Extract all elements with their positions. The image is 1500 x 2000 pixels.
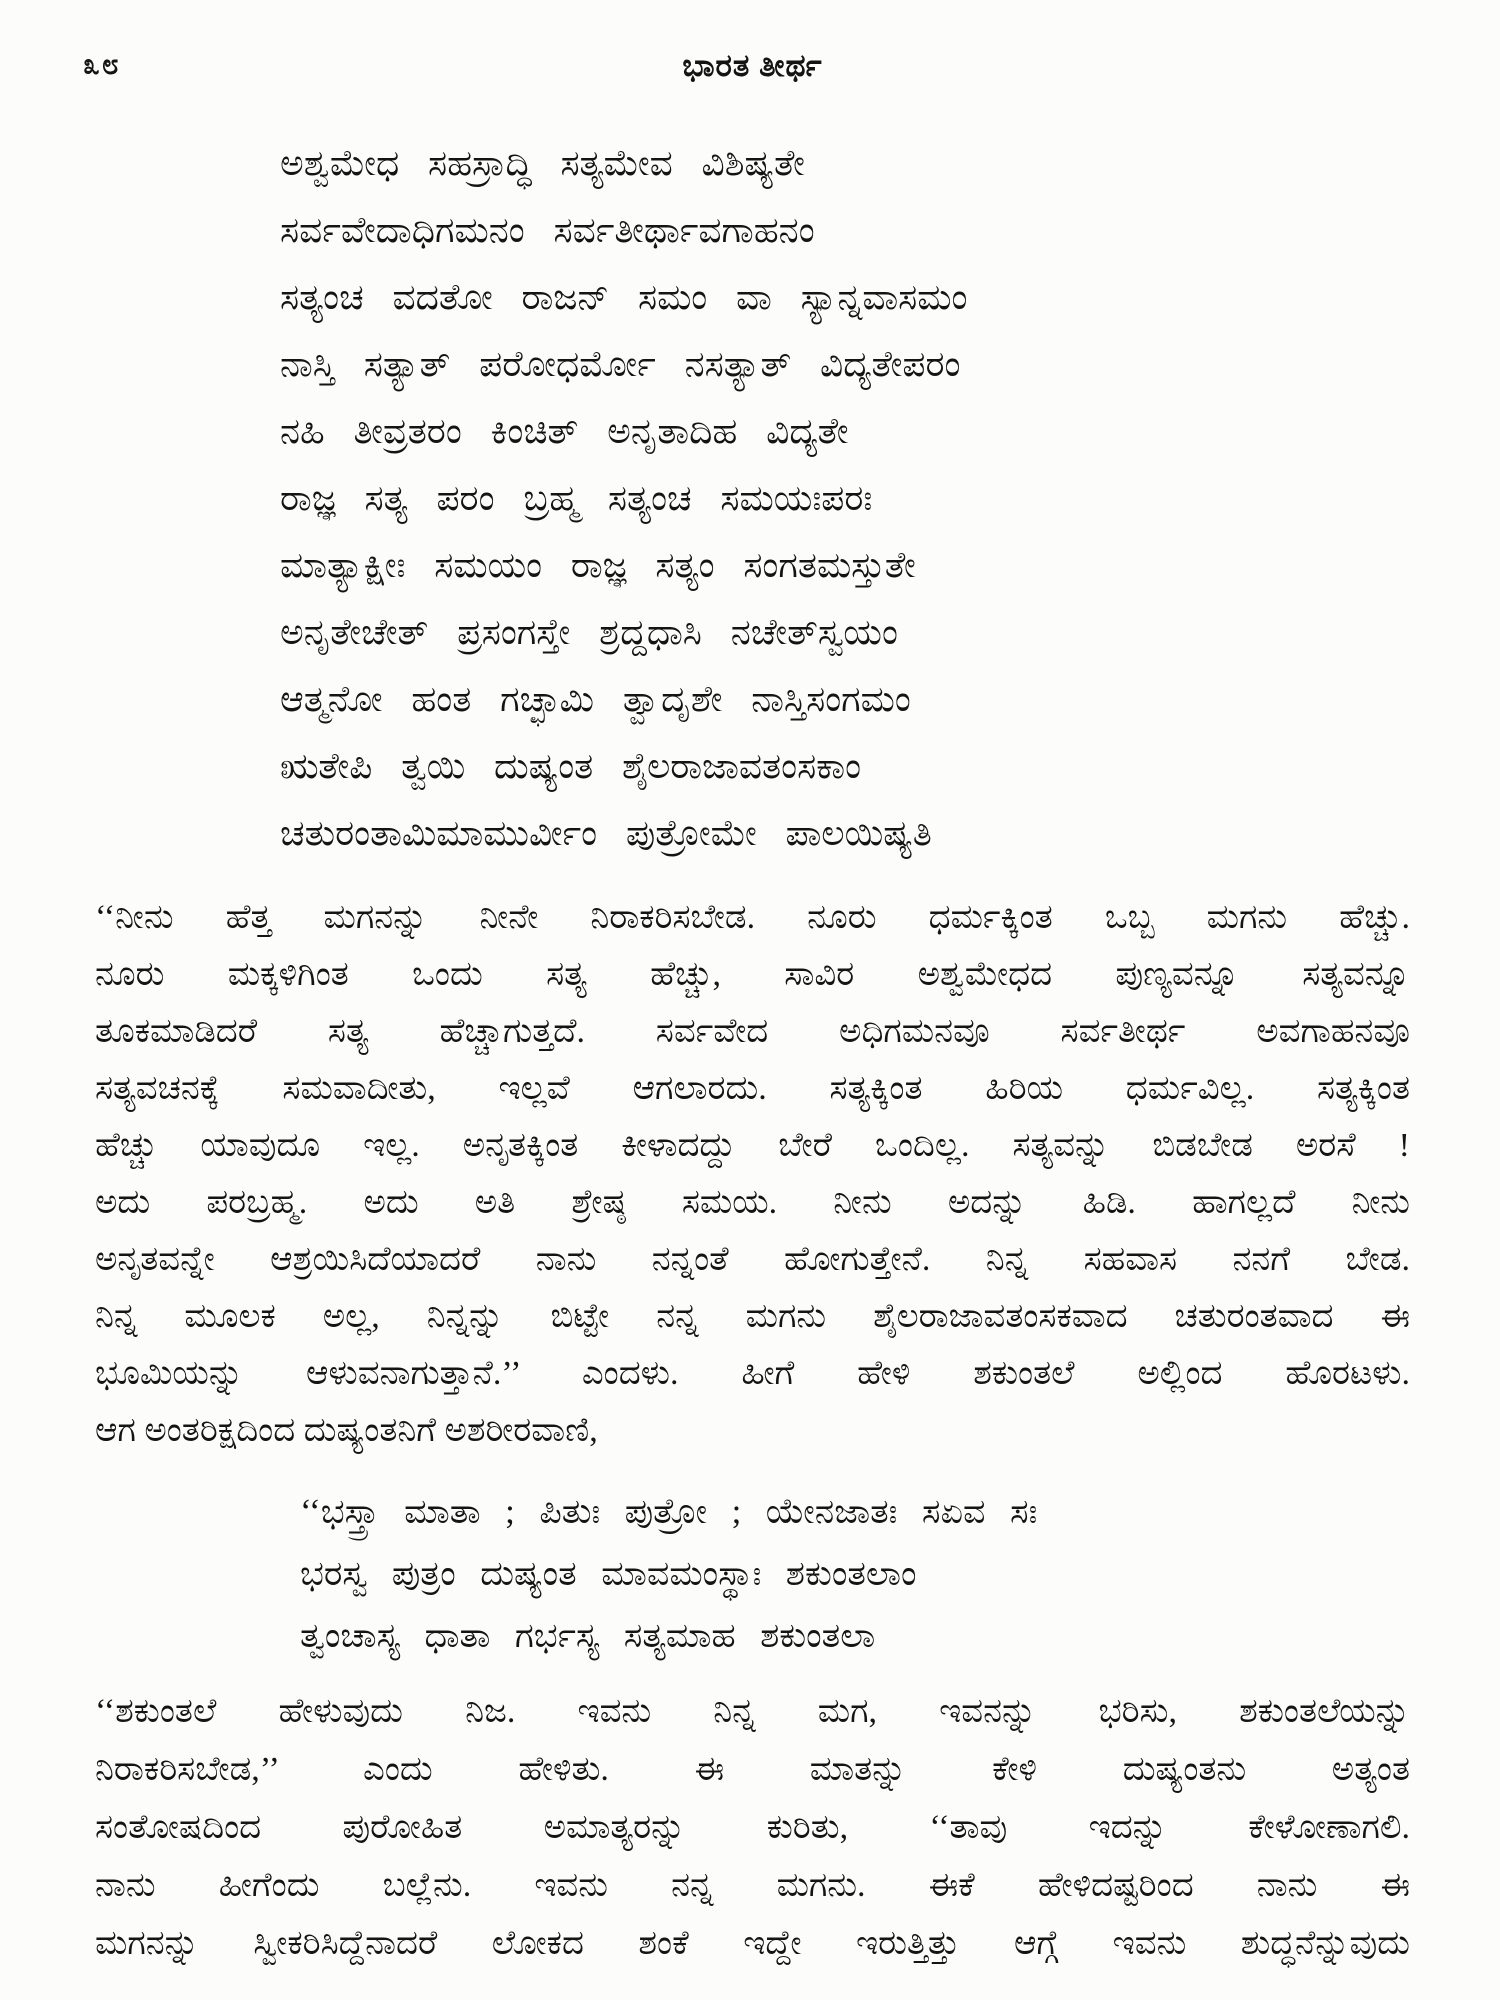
verse-line: ರಾಜ್ಞ ಸತ್ಯ ಪರಂ ಬ್ರಹ್ಮ ಸತ್ಯಂಚ ಸಮಯಃಪರಃ — [280, 478, 873, 518]
body-text-line: ನಿರಾಕರಿಸಬೇಡ,’’ ಎಂದು ಹೇಳಿತು. ಈ ಮಾತನ್ನು ಕೇಳಿ ದುಷ್ಯಂತನು ಅತ್ಯಂತ — [95, 1751, 1410, 1788]
body-text-line: ಆಗ ಅಂತರಿಕ್ಷದಿಂದ ದುಷ್ಯಂತನಿಗೆ ಅಶರೀರವಾಣಿ, — [95, 1412, 598, 1449]
body-text-line: ನೂರು ಮಕ್ಕಳಿಗಿಂತ ಒಂದು ಸತ್ಯ ಹೆಚ್ಚು, ಸಾವಿರ ಅಶ್ವಮೇಧದ ಪುಣ್ಯವನ್ನೂ ಸತ್ಯವನ್ನೂ — [95, 956, 1410, 993]
body-text-line: ಅನೃತವನ್ನೇ ಆಶ್ರಯಿಸಿದೆಯಾದರೆ ನಾನು ನನ್ನಂತೆ ಹೋಗುತ್ತೇನೆ. ನಿನ್ನ ಸಹವಾಸ ನನಗೆ ಬೇಡ. — [95, 1241, 1410, 1278]
verse-line: ಸರ್ವವೇದಾಧಿಗಮನಂ ಸರ್ವತೀರ್ಥಾವಗಾಹನಂ — [280, 210, 815, 250]
body-text-line: ‘‘ಶಕುಂತಲೆ ಹೇಳುವುದು ನಿಜ. ಇವನು ನಿನ್ನ ಮಗ, ಇವನನ್ನು ಭರಿಸು, ಶಕುಂತಲೆಯನ್ನು — [95, 1693, 1410, 1730]
running-header — [83, 48, 1410, 92]
book-title: ಭಾರತ ತೀರ್ಥ — [682, 48, 823, 83]
verse-line: ಅನೃತೇಚೇತ್ ಪ್ರಸಂಗಸ್ತೇ ಶ್ರದ್ದಧಾಸಿ ನಚೇತ್‌ಸ್ವಯಂ — [280, 612, 898, 652]
body-text-line: ತೂಕಮಾಡಿದರೆ ಸತ್ಯ ಹೆಚ್ಚಾಗುತ್ತದೆ. ಸರ್ವವೇದ ಅಧಿಗಮನವೂ ಸರ್ವತೀರ್ಥ ಅವಗಾಹನವೂ — [95, 1013, 1410, 1050]
verse-line: ನಹಿ ತೀವ್ರತರಂ ಕಿಂಚಿತ್ ಅನೃತಾದಿಹ ವಿದ್ಯತೇ — [280, 411, 849, 451]
body-text-line: ಅದು ಪರಬ್ರಹ್ಮ. ಅದು ಅತಿ ಶ್ರೇಷ್ಠ ಸಮಯ. ನೀನು ಅದನ್ನು ಹಿಡಿ. ಹಾಗಲ್ಲದೆ ನೀನು — [95, 1184, 1410, 1221]
verse-line: ಅಶ್ವಮೇಧ ಸಹಸ್ರಾದ್ಧಿ ಸತ್ಯಮೇವ ವಿಶಿಷ್ಯತೇ — [280, 143, 805, 183]
body-text-line: ನಿನ್ನ ಮೂಲಕ ಅಲ್ಲ, ನಿನ್ನನ್ನು ಬಿಟ್ಟೇ ನನ್ನ ಮಗನು ಶೈಲರಾಜಾವತಂಸಕವಾದ ಚತುರಂತವಾದ ಈ — [95, 1298, 1410, 1335]
verse-line: ಭರಸ್ವ ಪುತ್ರಂ ದುಷ್ಯಂತ ಮಾವಮಂಸ್ಥಾಃ ಶಕುಂತಲಾಂ — [300, 1554, 917, 1593]
verse-line: ಋತೇಪಿ ತ್ವಯಿ ದುಷ್ಯಂತ ಶೈಲರಾಜಾವತಂಸಕಾಂ — [280, 746, 862, 786]
body-text-line: ಭೂಮಿಯನ್ನು ಆಳುವನಾಗುತ್ತಾನೆ.’’ ಎಂದಳು. ಹೀಗೆ ಹೇಳಿ ಶಕುಂತಲೆ ಅಲ್ಲಿಂದ ಹೊರಟಳು. — [95, 1355, 1410, 1392]
prose-paragraph-2 — [95, 1683, 1410, 1973]
verse-line: ತ್ವಂಚಾಸ್ಯ ಧಾತಾ ಗರ್ಭಸ್ಯ ಸತ್ಯಮಾಹ ಶಕುಂತಲಾ — [300, 1616, 876, 1655]
body-text-line: ಸಂತೋಷದಿಂದ ಪುರೋಹಿತ ಅಮಾತ್ಯರನ್ನು ಕುರಿತು, ‘‘ತಾವು ಇದನ್ನು ಕೇಳೋಣಾಗಲಿ. — [95, 1809, 1410, 1846]
page-number: ೩೮ — [83, 48, 121, 81]
body-text-line: ಸತ್ಯವಚನಕ್ಕೆ ಸಮವಾದೀತು, ಇಲ್ಲವೆ ಆಗಲಾರದು. ಸತ್ಯಕ್ಕಿಂತ ಹಿರಿಯ ಧರ್ಮವಿಲ್ಲ. ಸತ್ಯಕ್ಕಿಂತ — [95, 1070, 1410, 1107]
body-text-line: ‘‘ನೀನು ಹೆತ್ತ ಮಗನನ್ನು ನೀನೇ ನಿರಾಕರಿಸಬೇಡ. ನೂರು ಧರ್ಮಕ್ಕಿಂತ ಒಬ್ಬ ಮಗನು ಹೆಚ್ಚು. — [95, 899, 1410, 936]
body-text-line: ಮಗನನ್ನು ಸ್ವೀಕರಿಸಿದ್ದೆನಾದರೆ ಲೋಕದ ಶಂಕೆ ಇದ್ದೇ ಇರುತ್ತಿತ್ತು ಆಗ್ಗೆ ಇವನು ಶುದ್ಧನೆನ್ನುವುದು — [95, 1925, 1410, 1962]
verse-line: ಆತ್ಮನೋ ಹಂತ ಗಚ್ಛಾಮಿ ತ್ವಾದೃಶೇ ನಾಸ್ತಿಸಂಗಮಂ — [280, 679, 911, 719]
verse-line: ಚತುರಂತಾಮಿಮಾಮುರ್ವೀಂ ಪುತ್ರೋಮೇ ಪಾಲಯಿಷ್ಯತಿ — [280, 813, 932, 853]
verse-line: ನಾಸ್ತಿ ಸತ್ಯಾತ್ ಪರೋಧರ್ಮೋ ನಸತ್ಯಾತ್ ವಿದ್ಯತೇಪರಂ — [280, 344, 961, 384]
body-text-line: ಹೆಚ್ಚು ಯಾವುದೂ ಇಲ್ಲ. ಅನೃತಕ್ಕಿಂತ ಕೀಳಾದದ್ದು ಬೇರೆ ಒಂದಿಲ್ಲ. ಸತ್ಯವನ್ನು ಬಿಡಬೇಡ ಅರಸೆ ! — [95, 1127, 1410, 1164]
verse-line: ಸತ್ಯಂಚ ವದತೋ ರಾಜನ್ ಸಮಂ ವಾ ಸ್ಯಾನ್ನವಾಸಮಂ — [280, 277, 968, 317]
verse-line: ಮಾತ್ಯಾಕ್ಷೀಃ ಸಮಯಂ ರಾಜ್ಞ ಸತ್ಯಂ ಸಂಗತಮಸ್ತುತೇ — [280, 545, 916, 585]
sanskrit-verse-block-2 — [95, 1481, 1410, 1667]
verse-line: ‘‘ಭಸ್ತ್ರಾ ಮಾತಾ ; ಪಿತುಃ ಪುತ್ರೋ ; ಯೇನಜಾತಃ ಸಏವ ಸಃ — [300, 1492, 1038, 1531]
sanskrit-verse-block-1 — [95, 130, 1410, 867]
body-text-line: ನಾನು ಹೀಗೆಂದು ಬಲ್ಲೆನು. ಇವನು ನನ್ನ ಮಗನು. ಈಕೆ ಹೇಳಿದಷ್ಟರಿಂದ ನಾನು ಈ — [95, 1867, 1410, 1904]
prose-paragraph-1 — [95, 889, 1410, 1459]
